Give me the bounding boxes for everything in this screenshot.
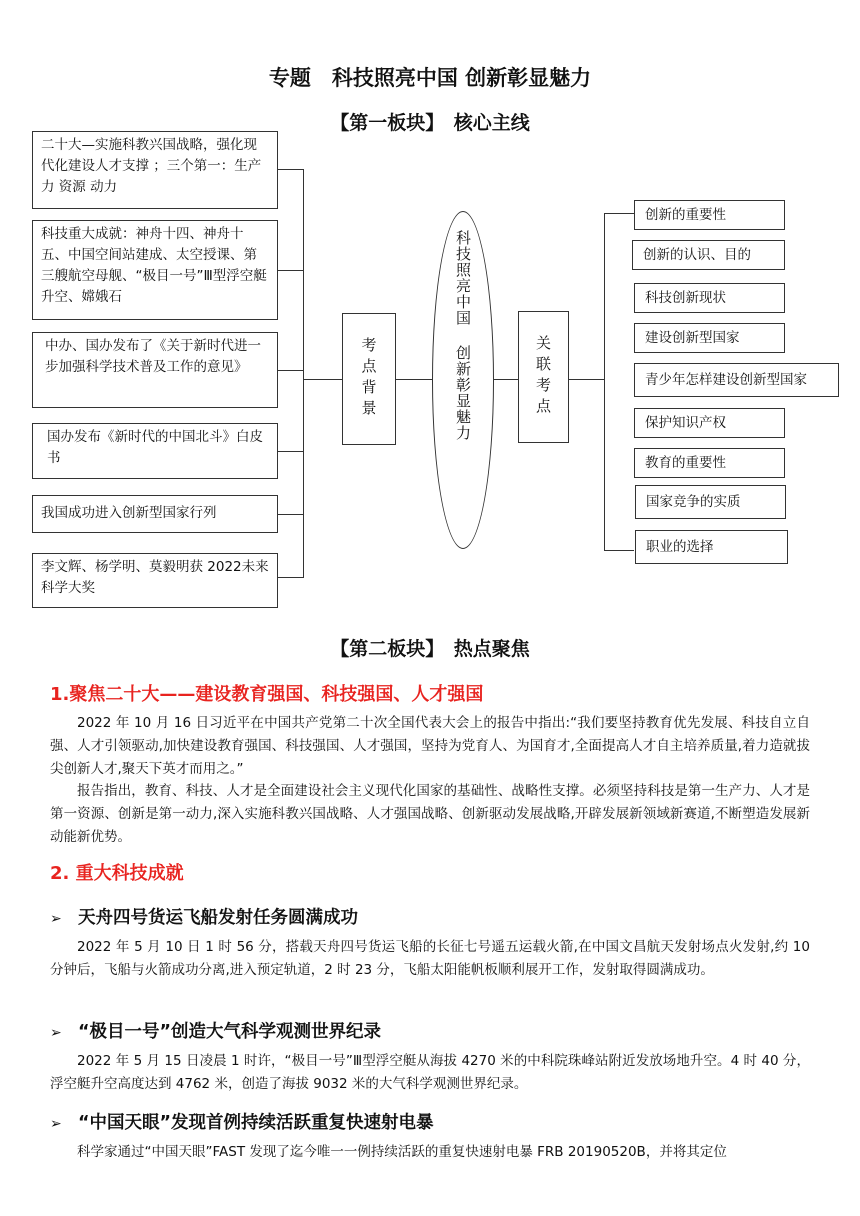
connector-spine-left (303, 169, 304, 578)
left-item-5: 我国成功进入创新型国家行列 (32, 495, 278, 533)
section2-heading: 2. 重大科技成就 (50, 863, 184, 884)
right-item-3: 科技创新现状 (634, 283, 785, 313)
connector-line (278, 270, 304, 271)
block2-title: 【第二板块】 热点聚焦 (330, 638, 530, 660)
achievement-text-1: 2022 年 5 月 10 日 1 时 56 分，搭载天舟四号货运飞船的长征七号遥五运载火箭,在中国文昌航天发射场点火发射,约 10 分钟后，飞船与火箭成功分离,进入预定轨道，2 时 23 分，飞船太阳能帆板顺利展开工作，发射取得圆满成功。 (50, 939, 810, 978)
left-item-1: 二十大—实施科教兴国战略，强化现代化建设人才支撑 ；三个第一：生产力 资源 动力 (32, 131, 278, 209)
achievement-heading-3 (50, 1109, 434, 1134)
achievement-text-2: 2022 年 5 月 15 日凌晨 1 时许，“极目一号”Ⅲ型浮空艇从海拔 4270 米的中科院珠峰站附近发放场地升空。4 时 40 分，浮空艇升空高度达到 4762 米，创造了海拔 9032 米的大气科学观测世界纪录。 (50, 1053, 810, 1092)
achievement-title: “极目一号”创造大气科学观测世界纪录 (78, 1022, 382, 1042)
kaodian-beijing-label: 考点背景 (359, 337, 378, 421)
connector-line (569, 379, 604, 380)
kaodian-beijing-box (342, 313, 396, 445)
arrow-bullet-icon: ➢ (50, 911, 62, 927)
connector-line (494, 379, 518, 380)
right-item-7: 教育的重要性 (634, 448, 785, 478)
arrow-bullet-icon: ➢ (50, 1025, 62, 1041)
guanlian-kaodian-label: 关联考点 (534, 335, 552, 419)
right-item-5: 青少年怎样建设创新型国家 (634, 363, 839, 397)
left-item-3: 中办、国办发布了《关于新时代进一步加强科学技术普及工作的意见》 (32, 332, 278, 408)
connector-line (278, 577, 304, 578)
connector-line (396, 379, 432, 380)
right-item-4: 建设创新型国家 (634, 323, 785, 353)
right-item-6: 保护知识产权 (634, 408, 785, 438)
guanlian-kaodian-box (518, 311, 569, 443)
document-title: 专题 科技照亮中国 创新彰显魅力 (268, 66, 592, 90)
connector-spine-right (604, 213, 605, 551)
achievement-heading-2 (50, 1018, 381, 1043)
connector-line (278, 370, 304, 371)
block1-title: 【第一板块】 核心主线 (330, 112, 530, 134)
connector-line (303, 379, 342, 380)
connector-line (604, 550, 634, 551)
right-item-8: 国家竞争的实质 (635, 485, 786, 519)
arrow-bullet-icon: ➢ (50, 1116, 62, 1132)
section1-paragraph-1: 2022 年 10 月 16 日习近平在中国共产党第二十次全国代表大会上的报告中指出:“我们要坚持教育优先发展、科技自立自强、人才引领驱动,加快建设教育强国、科技强国、人才强国，坚持为党育人、为国育才,全面提高人才自主培养质量,着力造就拔尖创新人才,聚天下英才而用之。” (50, 715, 810, 777)
achievement-title: “中国天眼”发现首例持续活跃重复快速射电暴 (78, 1113, 434, 1133)
achievement-text-3: 科学家通过“中国天眼”FAST 发现了迄今唯一一例持续活跃的重复快速射电暴 FRB 20190520B，并将其定位 (77, 1144, 727, 1160)
connector-line (278, 169, 304, 170)
section1-paragraph-2: 报告指出，教育、科技、人才是全面建设社会主义现代化国家的基础性、战略性支撑。必须坚持科技是第一生产力、人才是第一资源、创新是第一动力,深入实施科教兴国战略、人才强国战略、创新驱动发展战略,开辟发展新领域新赛道,不断塑造发展新动能新优势。 (50, 783, 810, 845)
connector-line (278, 451, 304, 452)
left-item-4: 国办发布《新时代的中国北斗》白皮书 (32, 423, 278, 479)
right-item-1: 创新的重要性 (634, 200, 785, 230)
achievement-heading-1 (50, 904, 358, 929)
connector-line (604, 213, 634, 214)
section1-heading: 1.聚焦二十大——建设教育强国、科技强国、人才强国 (50, 684, 484, 705)
right-item-2: 创新的认识、目的 (632, 240, 785, 270)
right-item-9: 职业的选择 (635, 530, 788, 564)
center-oval (432, 211, 494, 549)
center-topic: 科技照亮中国 创新彰显魅力 (454, 230, 472, 441)
achievement-title: 天舟四号货运飞船发射任务圆满成功 (78, 908, 358, 928)
left-item-6: 李文辉、杨学明、莫毅明获 2022未来科学大奖 (32, 553, 278, 608)
connector-line (278, 514, 304, 515)
left-item-2: 科技重大成就：神舟十四、神舟十五、中国空间站建成、太空授课、第三艘航空母舰、“极目一号”Ⅲ型浮空艇升空、嫦娥石 (32, 220, 278, 320)
